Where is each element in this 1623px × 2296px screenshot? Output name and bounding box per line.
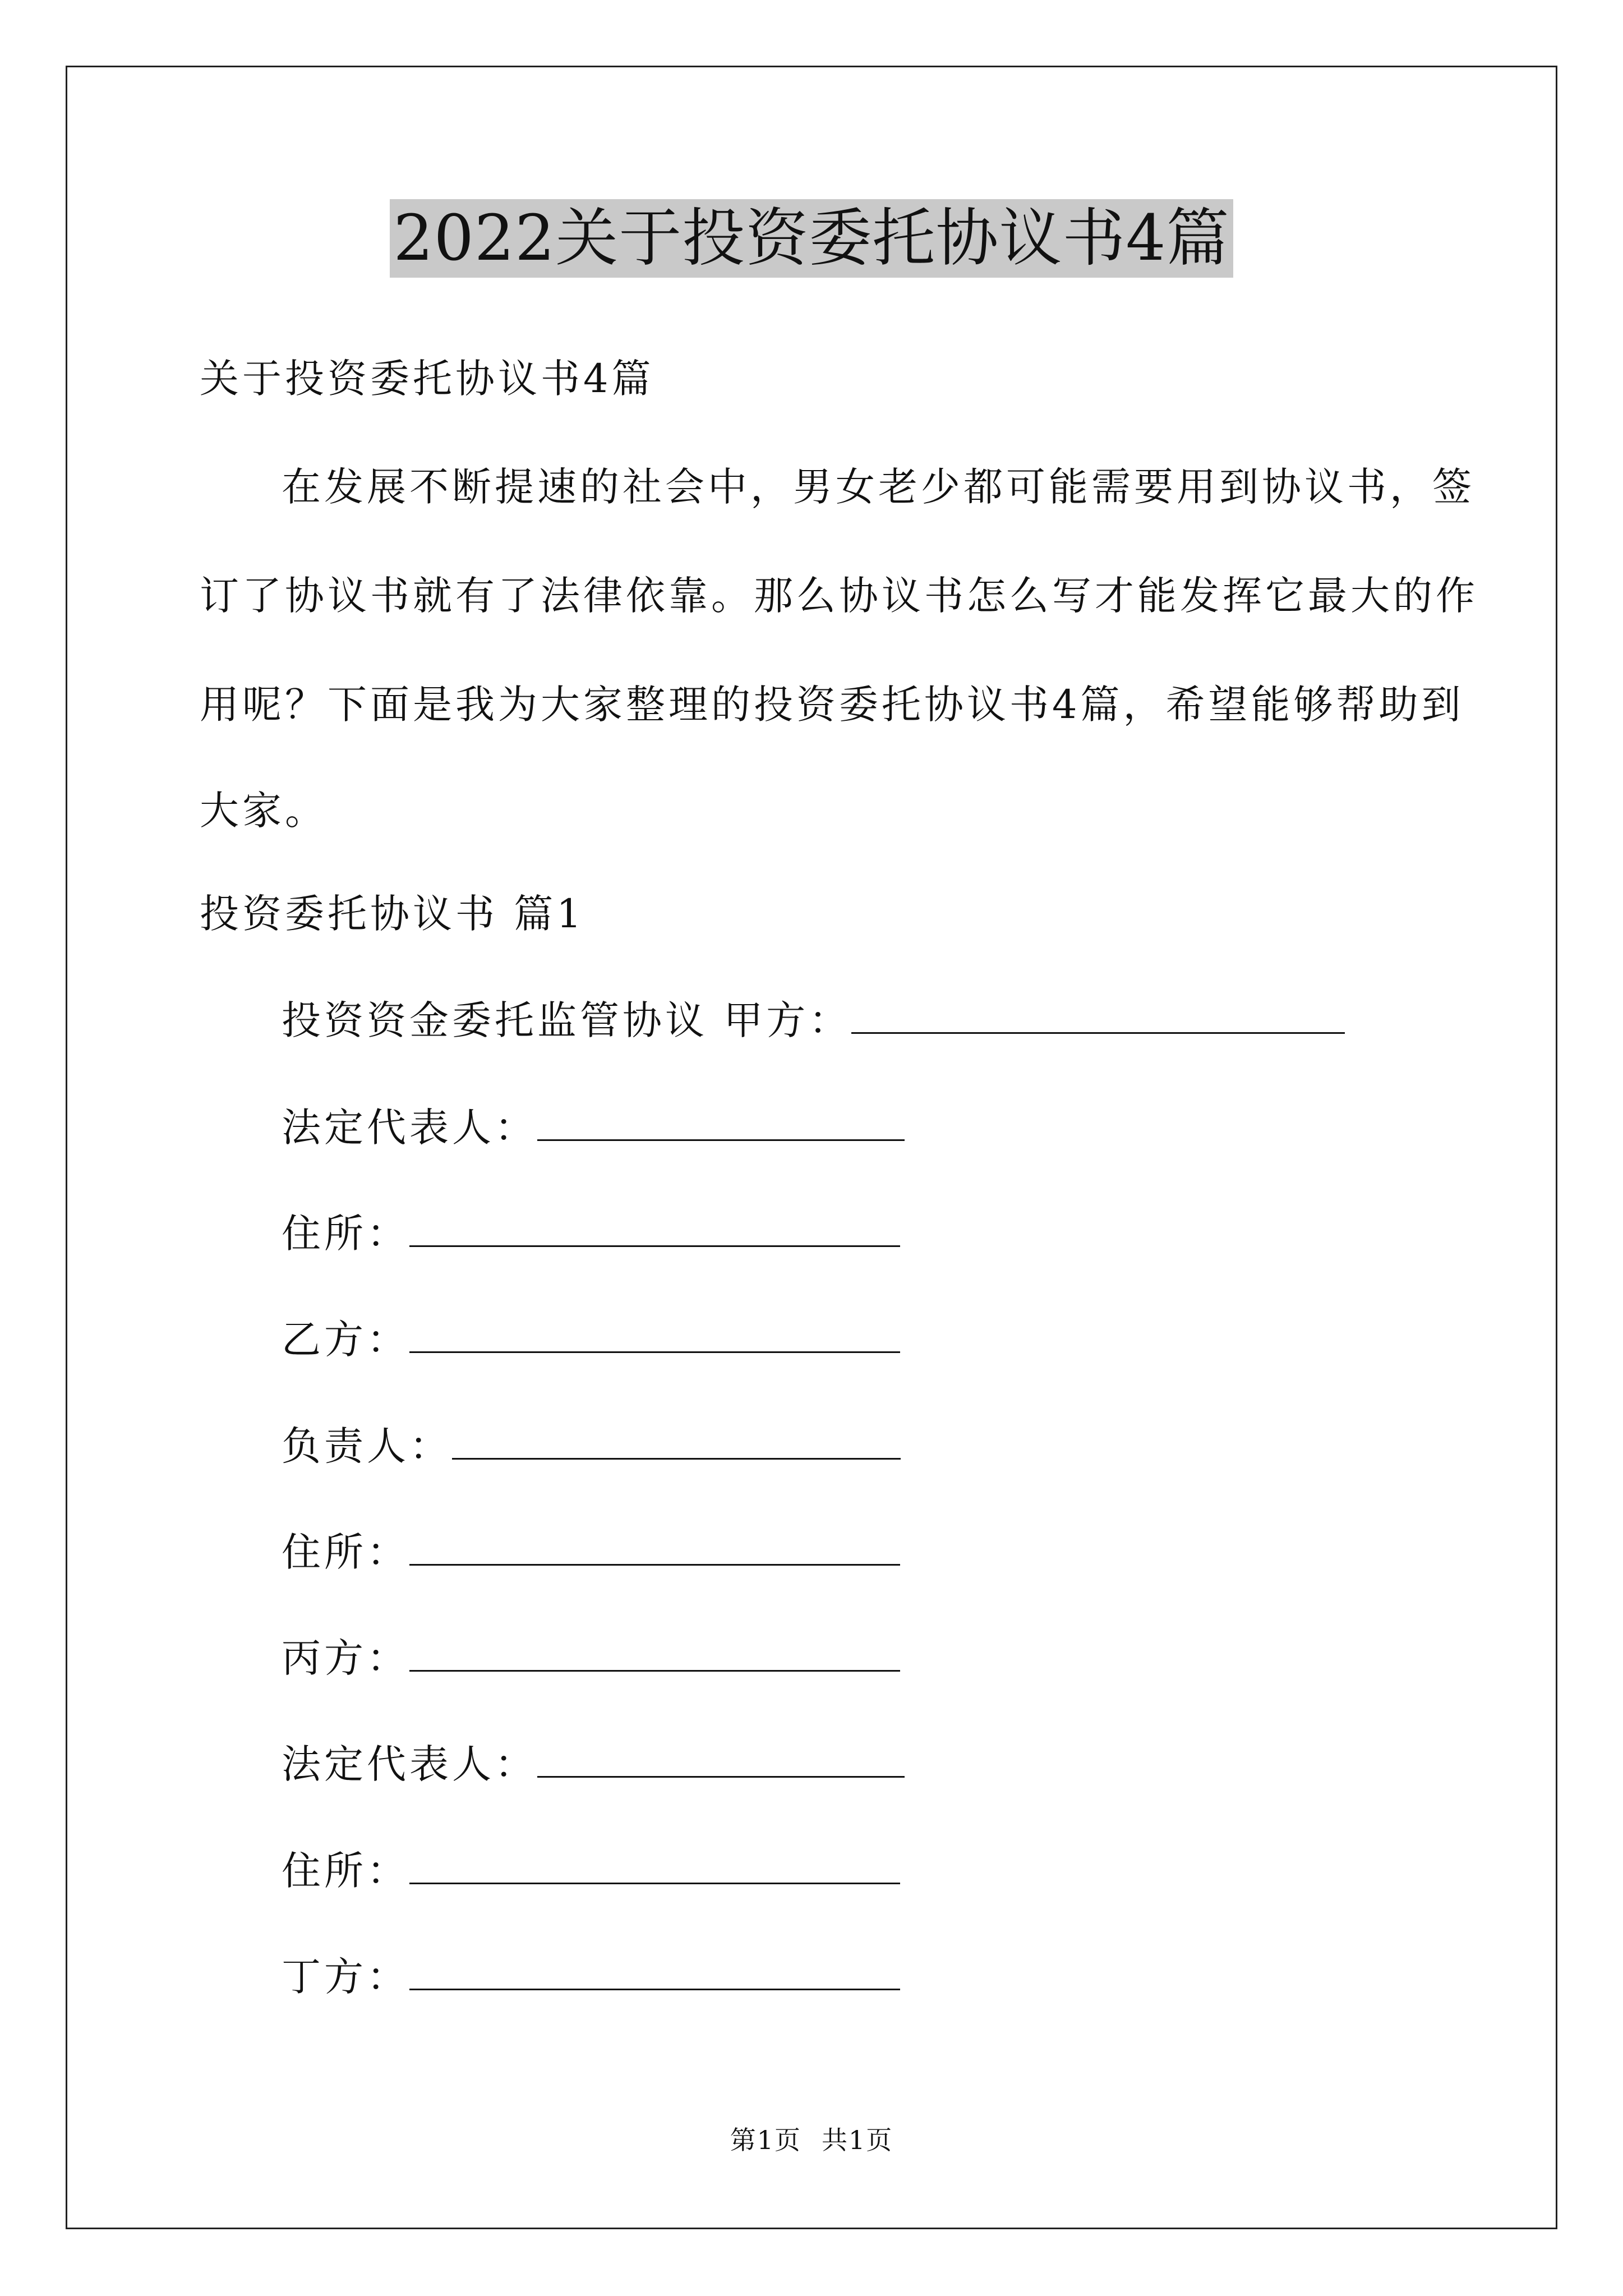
agreement-title-line [282,995,1345,1046]
page-number-total: 共1页 [822,2125,893,2155]
intro-line-2: 订了协议书就有了法律依靠。那么协议书怎么写才能发挥它最大的作 [200,573,1478,619]
legal-representative-blank-field[interactable] [537,1741,905,1778]
address-blank-field[interactable] [409,1529,900,1566]
section-heading: 投资委托协议书 篇1 [200,891,585,937]
party-a-blank-field[interactable] [851,997,1345,1034]
field-label: 法定代表人： [282,1105,537,1151]
intro-line-3: 用呢？下面是我为大家整理的投资委托协议书4篇，希望能够帮助到 [200,682,1464,728]
page-number-current: 第1页 [730,2125,801,2155]
legal-representative-blank-field[interactable] [537,1105,905,1141]
field-label: 住所： [282,1211,409,1257]
field-row [282,1102,905,1153]
agreement-title-label: 投资资金委托监管协议 甲方： [282,997,852,1043]
field-row [282,1846,900,1896]
address-blank-field[interactable] [409,1211,900,1247]
title-container [0,199,1623,278]
field-label: 住所： [282,1529,409,1575]
field-row [282,1208,900,1259]
field-label: 住所： [282,1848,409,1894]
field-label: 负责人： [282,1423,452,1469]
page-footer [0,2123,1623,2157]
party-c-blank-field[interactable] [409,1635,900,1672]
document-title: 2022关于投资委托协议书4篇 [390,199,1233,278]
field-label: 丁方： [282,1954,409,2000]
field-row [282,1314,900,1365]
address-blank-field[interactable] [409,1848,900,1884]
party-d-blank-field[interactable] [409,1954,900,1990]
field-label: 法定代表人： [282,1741,537,1787]
field-row [282,1527,900,1577]
responsible-person-blank-field[interactable] [452,1423,901,1460]
party-b-blank-field[interactable] [409,1317,900,1353]
document-subtitle: 关于投资委托协议书4篇 [200,356,654,402]
intro-line-1: 在发展不断提速的社会中，男女老少都可能需要用到协议书，签 [282,464,1475,510]
field-row [282,1421,901,1471]
field-row [282,1952,900,2002]
field-label: 丙方： [282,1635,409,1681]
intro-line-4: 大家。 [200,788,328,834]
field-label: 乙方： [282,1317,409,1363]
field-row [282,1739,905,1789]
field-row [282,1633,900,1683]
